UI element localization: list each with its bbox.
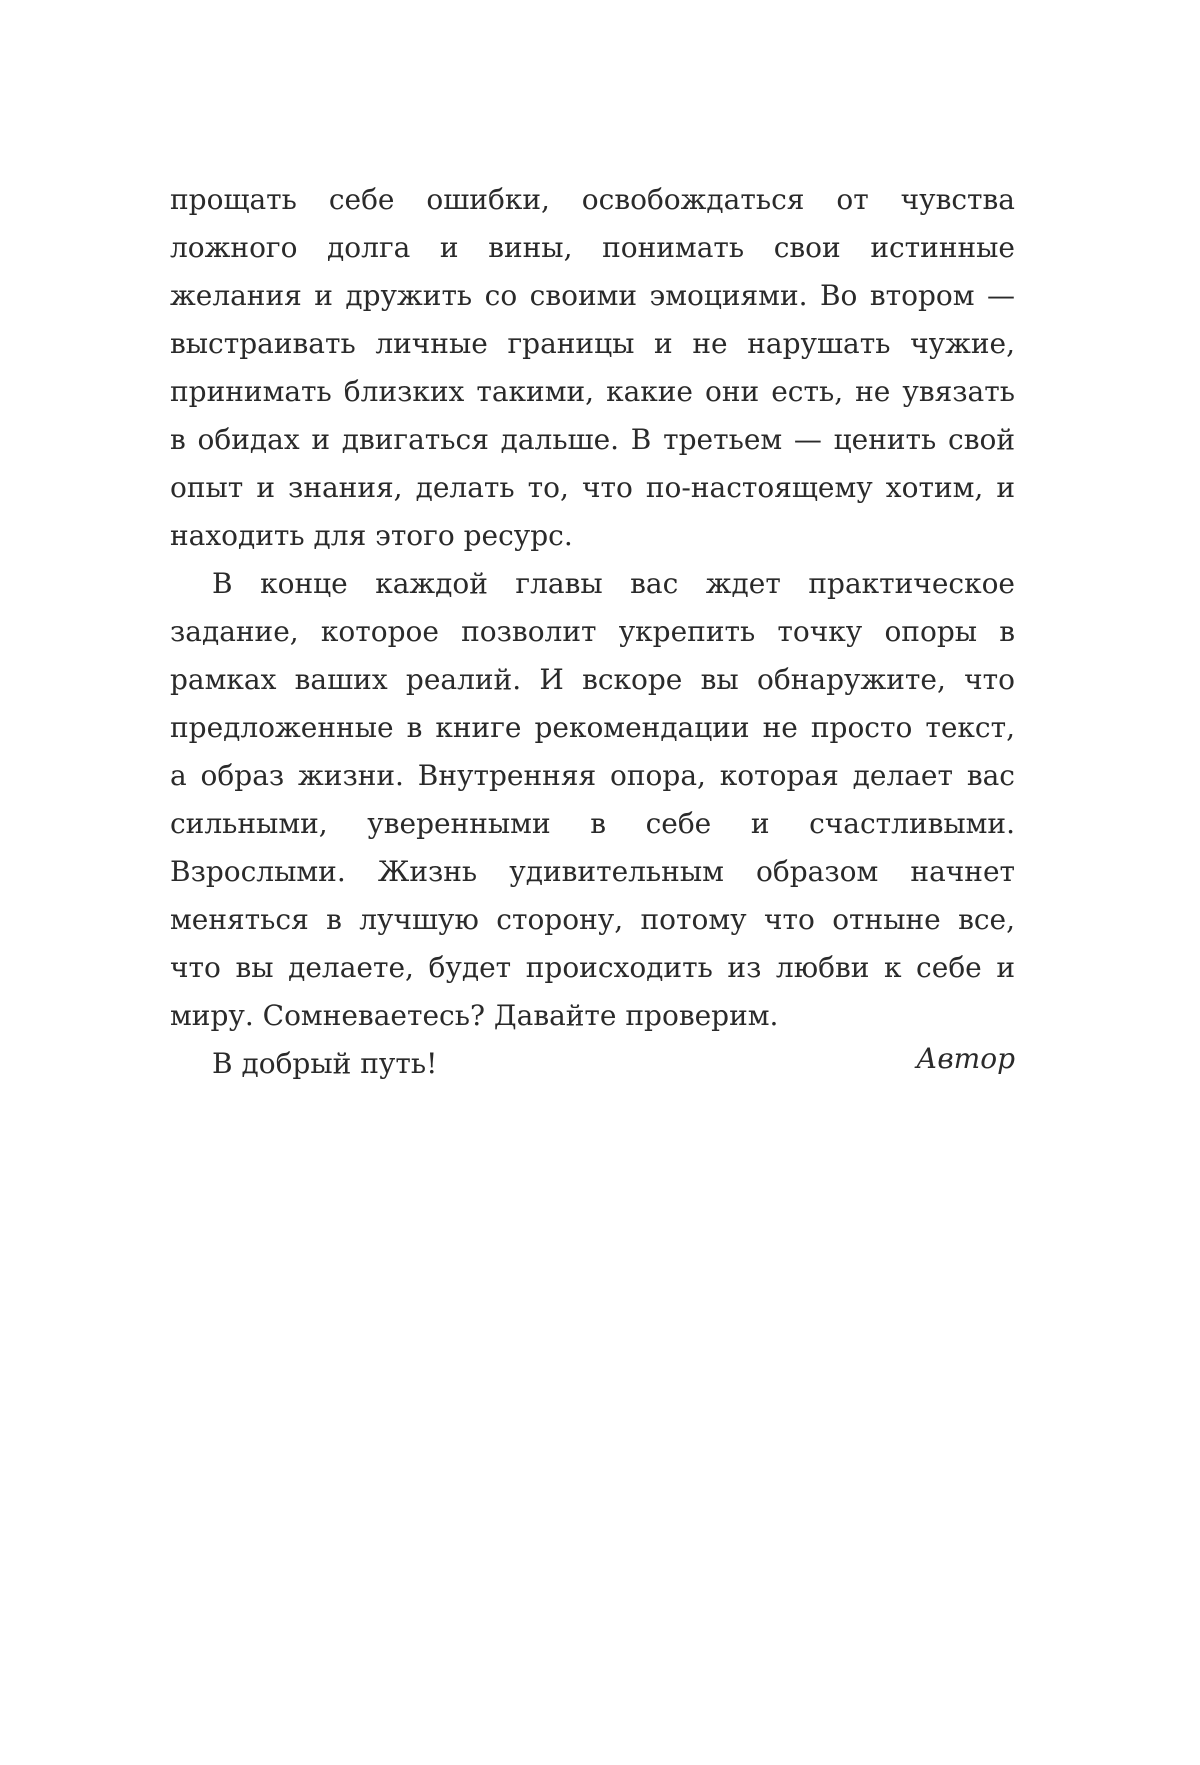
- paragraph-practical-task: В конце каждой главы вас ждет практическое задание, которое позволит укрепить точку опоры в рамках ваших реалий. И вскоре вы обнаружите, что предложенные в книге рекомендации не просто текст, а образ жизни. Внутренняя опора, которая делает вас сильными, уверенными в себе и счастливыми. Взрослыми. Жизнь удивительным образом начнет меняться в лучшую сторону, потому что отныне все, что вы делаете, будет происходить из любви к себе и миру. Сомневаетесь? Давайте проверим.: [170, 567, 1015, 1032]
- paragraph-continued: прощать себе ошибки, освобождаться от чувства ложного долга и вины, понимать свои истинные желания и дружить со своими эмоциями. Во втором — выстраивать личные границы и не нарушать чужие, принимать близких такими, какие они есть, не увязать в обидах и двигаться дальше. В третьем — ценить свой опыт и знания, делать то, что по-настоящему хотим, и находить для этого ресурс.: [170, 183, 1015, 552]
- author-signature: Автор: [916, 1042, 1015, 1075]
- main-text: [170, 176, 1015, 1088]
- paragraph-farewell: В добрый путь!: [212, 1047, 438, 1080]
